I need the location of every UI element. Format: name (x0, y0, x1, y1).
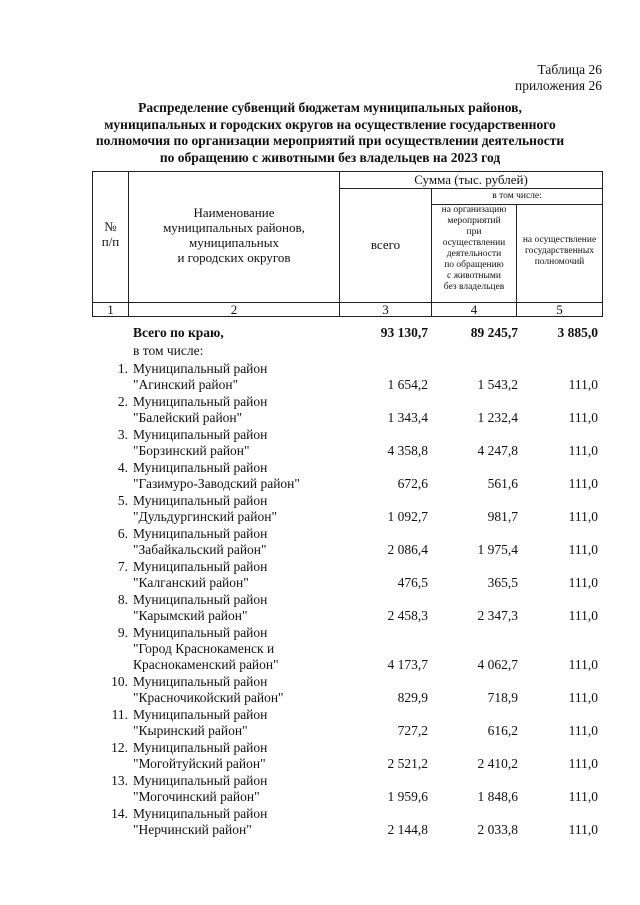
header-text: при (466, 227, 482, 237)
row-value-powers: 111,0 (568, 377, 598, 392)
header-col-powers (517, 235, 602, 268)
row-value-powers: 111,0 (568, 690, 598, 705)
row-name-line2: "Город Краснокаменск и (133, 641, 275, 656)
header-text: № (104, 219, 117, 234)
row-value-all: 2 458,3 (387, 608, 428, 623)
row-value-all: 2 521,2 (387, 756, 428, 771)
row-value-organization: 4 062,7 (477, 657, 518, 672)
row-name-line1: Муниципальный район (133, 625, 268, 640)
row-value-powers: 111,0 (568, 608, 598, 623)
total-value-powers: 3 885,0 (557, 325, 598, 340)
row-number: 11. (111, 707, 128, 722)
row-value-organization: 4 247,8 (477, 443, 518, 458)
header-text: муниципальных (188, 235, 279, 250)
row-value-all: 2 086,4 (387, 542, 428, 557)
row-value-powers: 111,0 (568, 756, 598, 771)
header-text: муниципальных районов, (163, 220, 305, 235)
table-caption (515, 62, 602, 94)
row-number: 6. (117, 526, 128, 541)
row-value-organization: 2 410,2 (477, 756, 518, 771)
row-name-line1: Муниципальный район (133, 394, 268, 409)
row-number: 5. (117, 493, 128, 508)
row-name-line1: Муниципальный район (133, 493, 268, 508)
row-value-powers: 111,0 (568, 789, 598, 804)
row-value-all: 1 654,2 (387, 377, 428, 392)
header-incl: в том числе: (492, 191, 542, 201)
row-value-organization: 1 543,2 (477, 377, 518, 392)
row-value-powers: 111,0 (568, 509, 598, 524)
row-number: 13. (111, 773, 128, 788)
total-label: Всего по краю, (133, 325, 224, 340)
col-number-5: 5 (556, 302, 563, 317)
row-name-line1: Муниципальный район (133, 806, 268, 821)
title-line: муниципальных и городских округов на осуществление государственного (104, 116, 556, 132)
caption-table-number: Таблица 26 (537, 62, 602, 77)
row-name-line1: Муниципальный район (133, 460, 268, 475)
subheading-text: в том числе: (133, 343, 204, 358)
row-value-organization: 1 232,4 (477, 410, 518, 425)
header-text: полномочий (534, 257, 585, 267)
header-text: п/п (101, 234, 120, 249)
row-number: 14. (111, 806, 128, 821)
row-name-line1: Муниципальный район (133, 427, 268, 442)
row-name-line1: Муниципальный район (133, 559, 268, 574)
header-text: Наименование (193, 205, 275, 220)
row-number: 3. (117, 427, 128, 442)
header-text: и городских округов (177, 250, 291, 265)
row-value-organization: 2 033,8 (477, 822, 518, 837)
row-value-organization: 981,7 (487, 509, 518, 524)
row-value-all: 672,6 (397, 476, 428, 491)
title-line: по обращению с животными без владельцев на 2023 год (159, 149, 501, 165)
row-number: 12. (111, 740, 128, 755)
header-text: по обращению (444, 260, 504, 270)
row-name-line2: "Могочинский район" (133, 789, 260, 804)
title-line: полномочия по организации мероприятий при осуществлении деятельности (95, 133, 565, 148)
row-name-line2: "Агинский район" (133, 377, 239, 392)
col-number-3: 3 (382, 302, 389, 317)
row-name-line1: Муниципальный район (133, 773, 268, 788)
caption-appendix: приложения 26 (514, 78, 602, 93)
row-value-organization: 2 347,3 (477, 608, 518, 623)
row-name-line3: Краснокаменский район" (133, 657, 279, 672)
header-text: на организацию (441, 205, 507, 215)
row-name-line2: "Забайкальский район" (133, 542, 267, 557)
header-text: без владельцев (443, 282, 505, 292)
header-text: с животными (447, 271, 501, 281)
row-value-powers: 111,0 (568, 575, 598, 590)
row-name-line2: "Балейский район" (133, 410, 243, 425)
title-line: Распределение субвенций бюджетам муниципальных районов, (138, 100, 522, 115)
row-value-organization: 561,6 (487, 476, 518, 491)
col-number-1: 1 (107, 302, 114, 317)
row-number: 7. (117, 559, 128, 574)
document-title (80, 100, 580, 166)
row-name-line2: "Газимуро-Заводский район" (133, 476, 300, 491)
header-text: осуществлении (442, 238, 506, 248)
header-col-organization (432, 205, 516, 293)
row-name-line2: "Карымский район" (133, 608, 248, 623)
row-name-line1: Муниципальный район (133, 707, 268, 722)
row-name-line2: "Нерчинский район" (133, 822, 252, 837)
header-right-border (602, 171, 603, 317)
row-value-all: 476,5 (397, 575, 428, 590)
header-col-name (129, 205, 339, 265)
row-number: 2. (117, 394, 128, 409)
header-text: мероприятий (447, 216, 501, 226)
header-col-number (93, 219, 128, 249)
row-name-line2: "Дульдургинский район" (133, 509, 277, 524)
row-name-line2: "Борзинский район" (133, 443, 250, 458)
row-value-organization: 718,9 (487, 690, 518, 705)
row-value-organization: 365,5 (487, 575, 518, 590)
row-name-line1: Муниципальный район (133, 674, 268, 689)
row-value-powers: 111,0 (568, 822, 598, 837)
header-sum: Сумма (тыс. рублей) (414, 172, 528, 187)
sum-header-divider (339, 188, 603, 189)
row-value-powers: 111,0 (568, 657, 598, 672)
row-number: 8. (117, 592, 128, 607)
row-value-all: 4 358,8 (387, 443, 428, 458)
row-value-all: 1 092,7 (387, 509, 428, 524)
header-col-total: всего (370, 237, 401, 252)
row-value-organization: 1 975,4 (477, 542, 518, 557)
row-name-line2: "Кыринский район" (133, 723, 248, 738)
row-value-all: 2 144,8 (387, 822, 428, 837)
row-value-powers: 111,0 (568, 410, 598, 425)
row-name-line1: Муниципальный район (133, 361, 268, 376)
row-name-line2: "Красночикойский район" (133, 690, 284, 705)
table-header (92, 171, 603, 317)
header-text: на осуществление (522, 235, 597, 245)
header-text: деятельности (446, 249, 502, 259)
row-number: 9. (117, 625, 128, 640)
row-value-all: 829,9 (397, 690, 428, 705)
row-name-line1: Муниципальный район (133, 740, 268, 755)
total-value-organization: 89 245,7 (470, 325, 518, 340)
row-value-all: 4 173,7 (387, 657, 428, 672)
total-value-all: 93 130,7 (380, 325, 428, 340)
row-name-line2: "Могойтуйский район" (133, 756, 266, 771)
col-number-2: 2 (230, 302, 238, 317)
row-number: 4. (117, 460, 128, 475)
row-value-powers: 111,0 (568, 723, 598, 738)
header-text: государственных (524, 246, 594, 256)
row-value-powers: 111,0 (568, 542, 598, 557)
row-value-all: 727,2 (397, 723, 428, 738)
row-value-powers: 111,0 (568, 476, 598, 491)
row-value-organization: 616,2 (487, 723, 518, 738)
row-name-line1: Муниципальный район (133, 526, 268, 541)
row-value-organization: 1 848,6 (477, 789, 518, 804)
row-number: 1. (117, 361, 128, 376)
row-number: 10. (111, 674, 128, 689)
col-number-4: 4 (470, 302, 478, 317)
row-value-all: 1 959,6 (387, 789, 428, 804)
row-value-powers: 111,0 (568, 443, 598, 458)
row-name-line1: Муниципальный район (133, 592, 268, 607)
row-name-line2: "Калганский район" (133, 575, 249, 590)
row-value-all: 1 343,4 (387, 410, 428, 425)
